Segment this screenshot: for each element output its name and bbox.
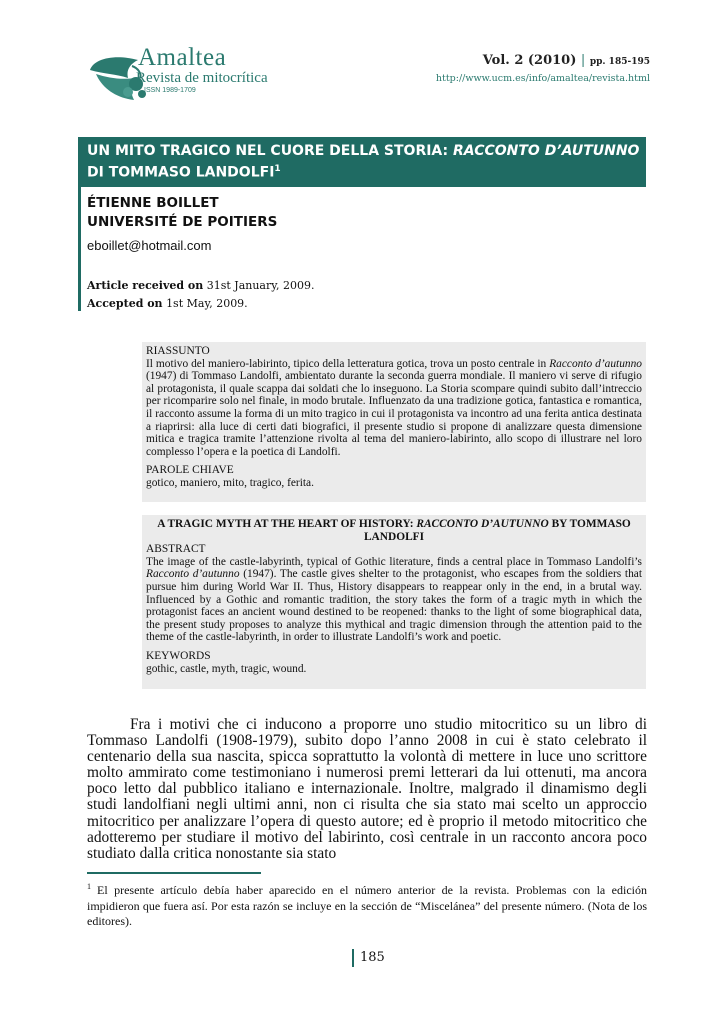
article-dates xyxy=(87,277,314,313)
logo-subtitle: Revista de mitocrítica xyxy=(136,70,268,86)
body-paragraph xyxy=(87,717,647,862)
footnote-text: El presente artículo debía haber aparecido en el número anterior de la revista. Problemas con la edición impidieron que fuera así. Por esta razón se incluye en la sección de “Miscelánea” del presente número. (Nota de los editores). xyxy=(87,883,647,929)
journal-url-link[interactable]: http://www.ucm.es/info/amaltea/revista.html xyxy=(435,73,650,84)
volume-info xyxy=(483,53,650,68)
footnote xyxy=(87,879,647,930)
volume-label: Vol. 2 (2010) xyxy=(482,53,577,68)
logo-issn: ISSN 1989-1709 xyxy=(144,87,196,94)
footnote-rule xyxy=(87,872,261,874)
riassunto-text: Il motivo del maniero-labirinto, tipico della letteratura gotica, trova un posto centrale in Racconto d’autunno (1947) di Tommaso Landolfi, ambientato durante la seconda guerra mondiale. Il maniero vi serve di rifugio al protagonista, il quale scappa dai soldati che lo inseguono. La Storia scompare quindi subito dall’intreccio per ricomparire solo nel finale, in modo brutale. Influenzato da una tradizione gotica, fantastica e romantica, il racconto assume la forma di un mito tragico in cui il protagonista va incontro ad una ferita antica destinata a riaprirsi: alla luce di certi dati biografici, il presente studio si propone di analizzare questa dimensione mitica e tragica tramite l’attenzione rivolta al tema del maniero-labirinto, allo scopo di illustrare nel loro complesso l’opera e la poetica di Landolfi. xyxy=(146,357,642,458)
abstract-box xyxy=(142,515,646,689)
author-affiliation: UNIVERSITÉ DE POITIERS xyxy=(87,214,278,230)
keywords-text: gothic, castle, myth, tragic, wound. xyxy=(146,662,307,675)
title-footnote-marker[interactable]: 1 xyxy=(274,164,281,174)
riassunto-heading: RIASSUNTO xyxy=(146,345,210,357)
volume-separator: | xyxy=(580,53,586,68)
riassunto-box xyxy=(142,342,646,502)
parole-chiave-text: gotico, maniero, mito, tragico, ferita. xyxy=(146,476,314,489)
title-text-italic: RACCONTO D’AUTUNNO xyxy=(453,143,640,159)
journal-logo xyxy=(86,44,296,104)
logo-title: Amaltea xyxy=(138,44,227,71)
body-paragraph-text: Fra i motivi che ci inducono a proporre uno studio mitocritico su un libro di Tommaso Landolfi (1908-1979), subito dopo l’anno 2008 in cui è stato celebrato il centenario della sua nascita, spicca soprattutto la volontà di mettere in luce uno scrittore molto ammirato come testimoniano i numerosi premi letterari da lui ottenuti, ma ancora poco letto dal pubblico italiano e internazionale. Inoltre, malgrado il dinamismo degli studi landolfiani negli ultimi anni, non ci risulta che sia stato mai scelto un approccio mitocritico per analizzare l’opera di questo autore; ed è proprio il metodo mitocritico che adotteremo per studiare il motivo del labirinto, così centrale in un racconto ancora poco studiato dalla critica nonostante sia stato xyxy=(87,716,647,862)
footnote-marker: 1 xyxy=(87,882,91,891)
keywords-heading: KEYWORDS xyxy=(146,649,211,662)
accepted-label: Accepted on xyxy=(87,297,163,310)
received-label: Article received on xyxy=(87,279,204,292)
page-number-rule xyxy=(352,949,354,967)
abstract-text: The image of the castle-labyrinth, typical of Gothic literature, finds a central place in Tommaso Landolfi’s Racconto d’autunno (1947). The castle gives shelter to the protagonist, who escapes from the soldiers that pursue him during World War II. Thus, History disappears to reappear only in the end, in a brutal way. Influenced by a Gothic and romantic tradition, the story takes the form of a tragic myth in which the protagonist faces an ancient wound destined to be reopened: thanks to the light of some biographical data, the present study proposes to analyze this mythical and tragic dimension through the attention paid to the theme of the castle-labyrinth, in order to illustrate Landolfi’s work and poetic. xyxy=(146,555,642,644)
article-title xyxy=(81,137,646,187)
page-range: pp. 185-195 xyxy=(589,57,650,67)
page-number: 185 xyxy=(360,950,385,965)
accepted-date: 1st May, 2009. xyxy=(166,297,248,310)
title-text-2: DI TOMMASO LANDOLFI xyxy=(87,164,275,181)
parole-chiave-heading: PAROLE CHIAVE xyxy=(146,464,234,477)
abstract-title: A TRAGIC MYTH AT THE HEART OF HISTORY: RACCONTO D’AUTUNNO BY TOMMASO LANDOLFI xyxy=(157,518,631,543)
abstract-heading: ABSTRACT xyxy=(146,543,206,556)
title-text-1: UN MITO TRAGICO NEL CUORE DELLA STORIA: xyxy=(87,143,454,159)
author-block xyxy=(87,194,277,232)
received-date: 31st January, 2009. xyxy=(206,279,315,292)
author-email[interactable]: eboillet@hotmail.com xyxy=(87,238,212,253)
author-name: ÉTIENNE BOILLET xyxy=(87,195,219,211)
